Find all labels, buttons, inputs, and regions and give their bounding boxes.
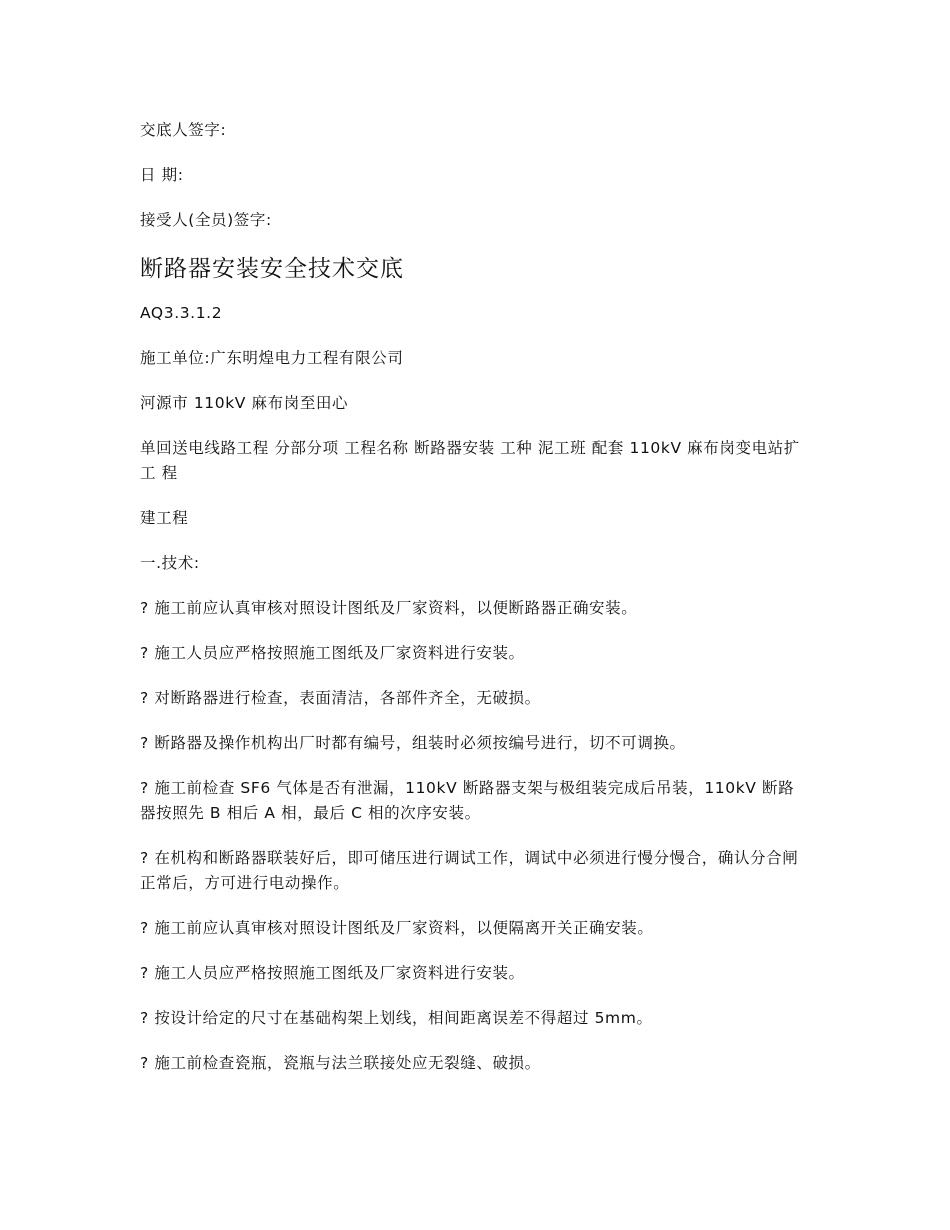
project-line-1: 河源市 110kV 麻布岗至田心 <box>140 394 349 412</box>
list-item: ? 施工人员应严格按照施工图纸及厂家资料进行安装。 <box>140 964 525 982</box>
project-line-2: 单回送电线路工程 分部分项 工程名称 断路器安装 工种 泥工班 配套 110kV 麻布岗变电站扩工 程 <box>140 439 800 482</box>
list-item: ? 施工人员应严格按照施工图纸及厂家资料进行安装。 <box>140 644 525 662</box>
list-item: ? 施工前检查 SF6 气体是否有泄漏，110kV 断路器支架与极组装完成后吊装，110kV 断路器按照先 B 相后 A 相，最后 C 相的次序安装。 <box>140 779 795 822</box>
contractor-line: 施工单位:广东明煌电力工程有限公司 <box>140 349 404 367</box>
project-line-3: 建工程 <box>140 509 189 527</box>
document-code: AQ3.3.1.2 <box>140 304 223 322</box>
receivers-signature-line: 接受人(全员)签字: <box>140 211 272 229</box>
list-item: ? 按设计给定的尺寸在基础构架上划线，相间距离误差不得超过 5mm。 <box>140 1009 653 1027</box>
list-item: ? 在机构和断路器联装好后，即可储压进行调试工作，调试中必须进行慢分慢合，确认分合闸正常后，方可进行电动操作。 <box>140 849 799 892</box>
list-item: ? 断路器及操作机构出厂时都有编号，组装时必须按编号进行，切不可调换。 <box>140 734 686 752</box>
document-title: 断路器安装安全技术交底 <box>140 256 404 282</box>
document-body <box>140 118 810 1096</box>
list-item: ? 对断路器进行检查，表面清洁，各部件齐全，无破损。 <box>140 689 541 707</box>
list-item: ? 施工前检查瓷瓶，瓷瓶与法兰联接处应无裂缝、破损。 <box>140 1054 541 1072</box>
list-item: ? 施工前应认真审核对照设计图纸及厂家资料，以便断路器正确安装。 <box>140 599 638 617</box>
list-item: ? 施工前应认真审核对照设计图纸及厂家资料，以便隔离开关正确安装。 <box>140 919 654 937</box>
section-heading-technical: 一.技术: <box>140 554 200 572</box>
presenter-signature-line: 交底人签字: <box>140 121 227 139</box>
date-line: 日 期: <box>140 166 184 184</box>
